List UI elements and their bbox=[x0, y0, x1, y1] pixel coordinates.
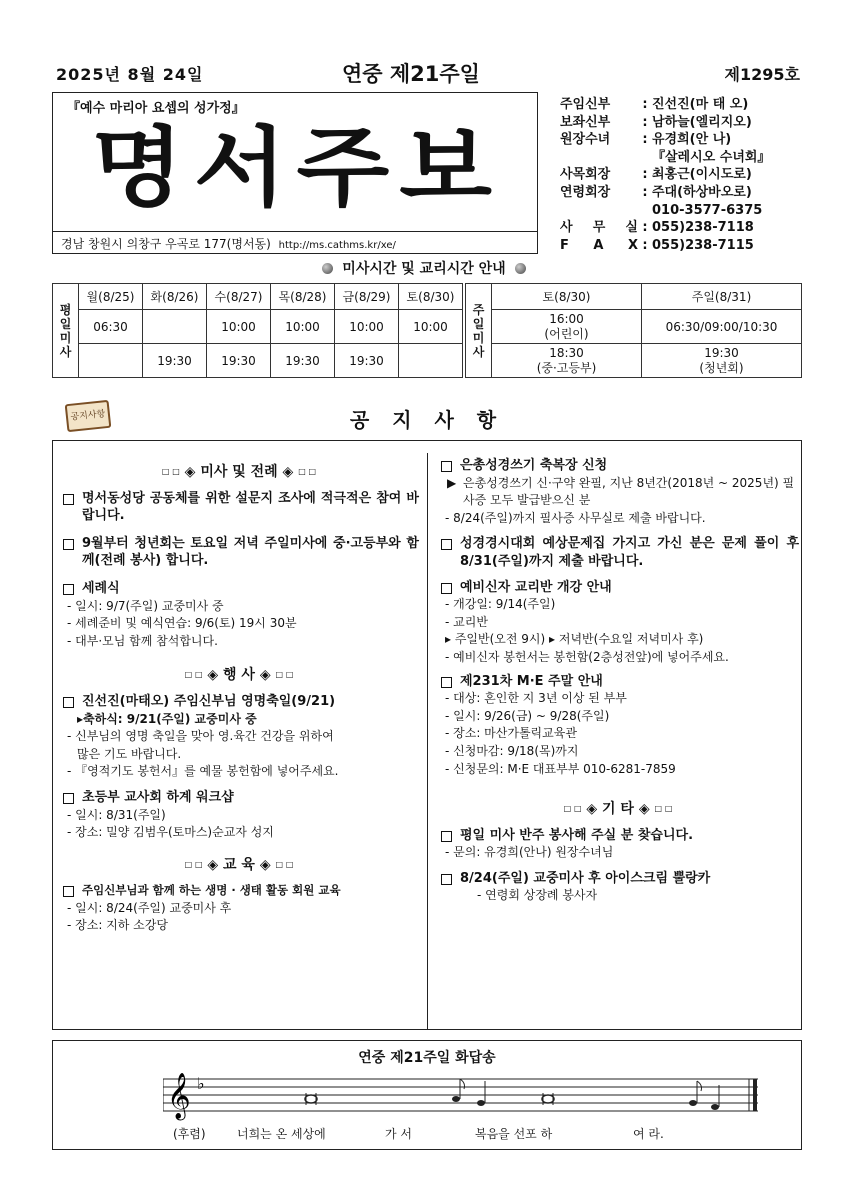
staff-row: 원장수녀 : 유경희(안 나) bbox=[560, 132, 732, 148]
table-header: 수(8/27) bbox=[207, 284, 271, 310]
weekend-label: 주 일 미 사 bbox=[466, 284, 492, 378]
weekday-label: 평 일 미 사 bbox=[53, 284, 79, 378]
staff-row: 연령회장 : 주대(하상바오로) bbox=[560, 184, 752, 200]
notice-box bbox=[52, 440, 802, 1030]
table-header: 금(8/29) bbox=[335, 284, 399, 310]
checkbox-icon bbox=[63, 793, 74, 804]
table-row: 19:30 19:30 19:30 19:30 18:30 (중·고등부) 19:30 (청년회) bbox=[53, 344, 802, 378]
notice-left-column: □ □ ◈ 미사 및 전례 ◈ □ □ 명서동성당 공동체를 위한 설문지 조사에 적극적은 참여 바랍니다. 9월부터 청년회는 토요일 저녁 주일미사에 중·고등부와 함께(전례 봉사) 합니다. 세례식 - 일시: 9/7(주일) 교중미사 중 - 세례준비 및 예식연습: 9/6(토) 19시 30분 - 대부·모님 함께 참석합니다. □ □ ◈ 행 사 ◈ □ □ 진선진(마태오) 주임신부님 영명축일(9/21) ▸축하식: 9/21(주일) 교중미사 중 - 신부님의 영명 축일을 맞아 영.육간 건강을 위하여 많은 기도 바랍니다. - 『영적기도 봉헌서』를 예물 봉헌함에 넣어주세요. 초등부 교사회 하계 워크샵 - 일시: 8/31(주일) - 장소: 밀양 김범우(토마스)순교자 성지 □ □ ◈ 교 육 ◈ □ □ 주임신부님과 함께 하는 생명 · 생태 활동 회원 교육 - 일시: 8/24(주일) 교중미사 후 - 장소: 지하 소강당 bbox=[59, 459, 419, 935]
list-item: 예비신자 교리반 개강 안내 bbox=[437, 579, 799, 597]
table-header: 토(8/30) bbox=[492, 284, 642, 310]
staff-list bbox=[560, 96, 810, 254]
table-header: 화(8/26) bbox=[143, 284, 207, 310]
staff-row: 사목회장 : 최홍근(이시도로) bbox=[560, 167, 752, 183]
address-bar bbox=[53, 231, 537, 253]
issue-date: 2025년 8월 24일 bbox=[56, 65, 204, 84]
list-item: 초등부 교사회 하계 워크샵 bbox=[59, 789, 419, 807]
table-header: 주일(8/31) bbox=[642, 284, 802, 310]
staff-row: 보좌신부 : 남하늘(엘리지오) bbox=[560, 114, 752, 130]
table-header: 토(8/30) bbox=[399, 284, 463, 310]
address: 경남 창원시 의창구 우곡로 177(명서동) bbox=[61, 237, 271, 251]
list-item: 진선진(마태오) 주임신부님 영명축일(9/21) bbox=[59, 693, 419, 711]
section-heading: □ □ ◈ 기 타 ◈ □ □ bbox=[563, 801, 673, 818]
logo: 명서주보 bbox=[91, 116, 502, 219]
website-link[interactable]: http://ms.cathms.kr/xe/ bbox=[278, 240, 396, 251]
header-bar bbox=[52, 58, 802, 88]
notice-right-column: 은총성경쓰기 축복장 신청 ▶ 은총성경쓰기 신·구약 완필, 지난 8년간(2018년 ~ 2025년) 필사증 모두 발급받으신 분 - 8/24(주일)까지 필사증 사무실로 제출 바랍니다. 성경경시대회 예상문제집 가지고 가신 분은 문제 풀이 후 8/31(주일)까지 제출 바랍니다. 예비신자 교리반 개강 안내 - 개강일: 9/14(주일) - 교리반 ▸ 주일반(오전 9시) ▸ 저녁반(수요일 저녁미사 후) - 예비신자 봉헌서는 봉헌함(2층성전앞)에 넣어주세요. 제231차 M·E 주말 안내 - 대상: 혼인한 지 3년 이상 된 부부 - 일시: 9/26(금) ~ 9/28(주일) - 장소: 마산가톨릭교육관 - 신청마감: 9/18(목)까지 - 신청문의: M·E 대표부부 010-6281-7859 □ □ ◈ 기 타 ◈ □ □ 평일 미사 반주 봉사해 주실 분 찾습니다. - 문의: 유경희(안나) 원장수녀님 8/24(주일) 교중미사 후 아이스크림 뿔랑카 - 연령회 상장례 봉사자 bbox=[437, 457, 799, 905]
checkbox-icon bbox=[63, 494, 74, 505]
checkbox-icon bbox=[441, 539, 452, 550]
checkbox-icon bbox=[63, 886, 74, 897]
staff-row: 주임신부 : 진선진(마 태 오) bbox=[560, 97, 749, 112]
list-item: 성경경시대회 예상문제집 가지고 가신 분은 문제 풀이 후 8/31(주일)까지 제출 바랍니다. bbox=[437, 535, 799, 570]
music-staff bbox=[163, 1071, 763, 1121]
list-item: 8/24(주일) 교중미사 후 아이스크림 뿔랑카 bbox=[437, 870, 799, 888]
treble-clef-icon: 𝄞 bbox=[167, 1073, 191, 1119]
staff-row: 010-3577-6375 bbox=[652, 202, 763, 218]
section-heading: □ □ ◈ 교 육 ◈ □ □ bbox=[184, 856, 294, 873]
list-item: 제231차 M·E 주말 안내 bbox=[437, 673, 799, 691]
masthead bbox=[52, 92, 538, 254]
staff-row: 『살레시오 수녀회』 bbox=[652, 149, 771, 165]
psalm-title: 연중 제21주일 화답송 bbox=[358, 1050, 496, 1066]
psalm-response-box: 연중 제21주일 화답송 𝄞 ♭ (후렴) 너희는 온 세상에 가 서 복음을 선포 하 여 라. bbox=[52, 1040, 802, 1150]
checkbox-icon bbox=[441, 874, 452, 885]
issue-number: 제1295호 bbox=[724, 65, 800, 84]
page-title: 연중 제21주일 bbox=[342, 62, 480, 86]
section-heading: □ □ ◈ 행 사 ◈ □ □ bbox=[184, 667, 294, 684]
triangle-right-icon: ▶ bbox=[447, 475, 457, 490]
bullet-icon bbox=[322, 263, 333, 274]
motto: 『예수 마리아 요셉의 성가정』 bbox=[67, 101, 245, 116]
staff-row: F A X : 055)238-7115 bbox=[560, 237, 754, 253]
list-item: 명서동성당 공동체를 위한 설문지 조사에 적극적은 참여 바랍니다. bbox=[59, 490, 419, 525]
checkbox-icon bbox=[441, 831, 452, 842]
section-heading: □ □ ◈ 미사 및 전례 ◈ □ □ bbox=[161, 464, 317, 480]
notice-heading bbox=[52, 400, 802, 436]
mass-schedule-table bbox=[52, 283, 802, 378]
notice-title: 공 지 사 항 bbox=[349, 408, 505, 432]
checkbox-icon bbox=[441, 583, 452, 594]
table-header: 월(8/25) bbox=[79, 284, 143, 310]
bullet-icon bbox=[515, 263, 526, 274]
table-header: 목(8/28) bbox=[271, 284, 335, 310]
checkbox-icon bbox=[63, 539, 74, 550]
checkbox-icon bbox=[441, 461, 452, 472]
staff-row: 사 무 실 : 055)238-7118 bbox=[560, 220, 754, 236]
list-item: 은총성경쓰기 축복장 신청 bbox=[437, 457, 799, 475]
list-item: 평일 미사 반주 봉사해 주실 분 찾습니다. bbox=[437, 827, 799, 845]
list-item: 세례식 bbox=[59, 580, 419, 598]
list-item: 주임신부님과 함께 하는 생명 · 생태 활동 회원 교육 bbox=[59, 882, 419, 900]
schedule-title: 미사시간 및 교리시간 안내 bbox=[0, 258, 848, 278]
checkbox-icon bbox=[441, 677, 452, 688]
note-group-1 bbox=[305, 1079, 485, 1106]
checkbox-icon bbox=[63, 697, 74, 708]
table-row: 06:30 10:00 10:00 10:00 10:00 16:00 (어린이) 06:30/09:00/10:30 bbox=[53, 310, 802, 344]
flat-icon: ♭ bbox=[197, 1074, 205, 1093]
notice-badge-icon: 공지사항 bbox=[65, 400, 112, 432]
checkbox-icon bbox=[63, 584, 74, 595]
list-item: 9월부터 청년회는 토요일 저녁 주일미사에 중·고등부와 함께(전례 봉사) 합니다. bbox=[59, 535, 419, 570]
